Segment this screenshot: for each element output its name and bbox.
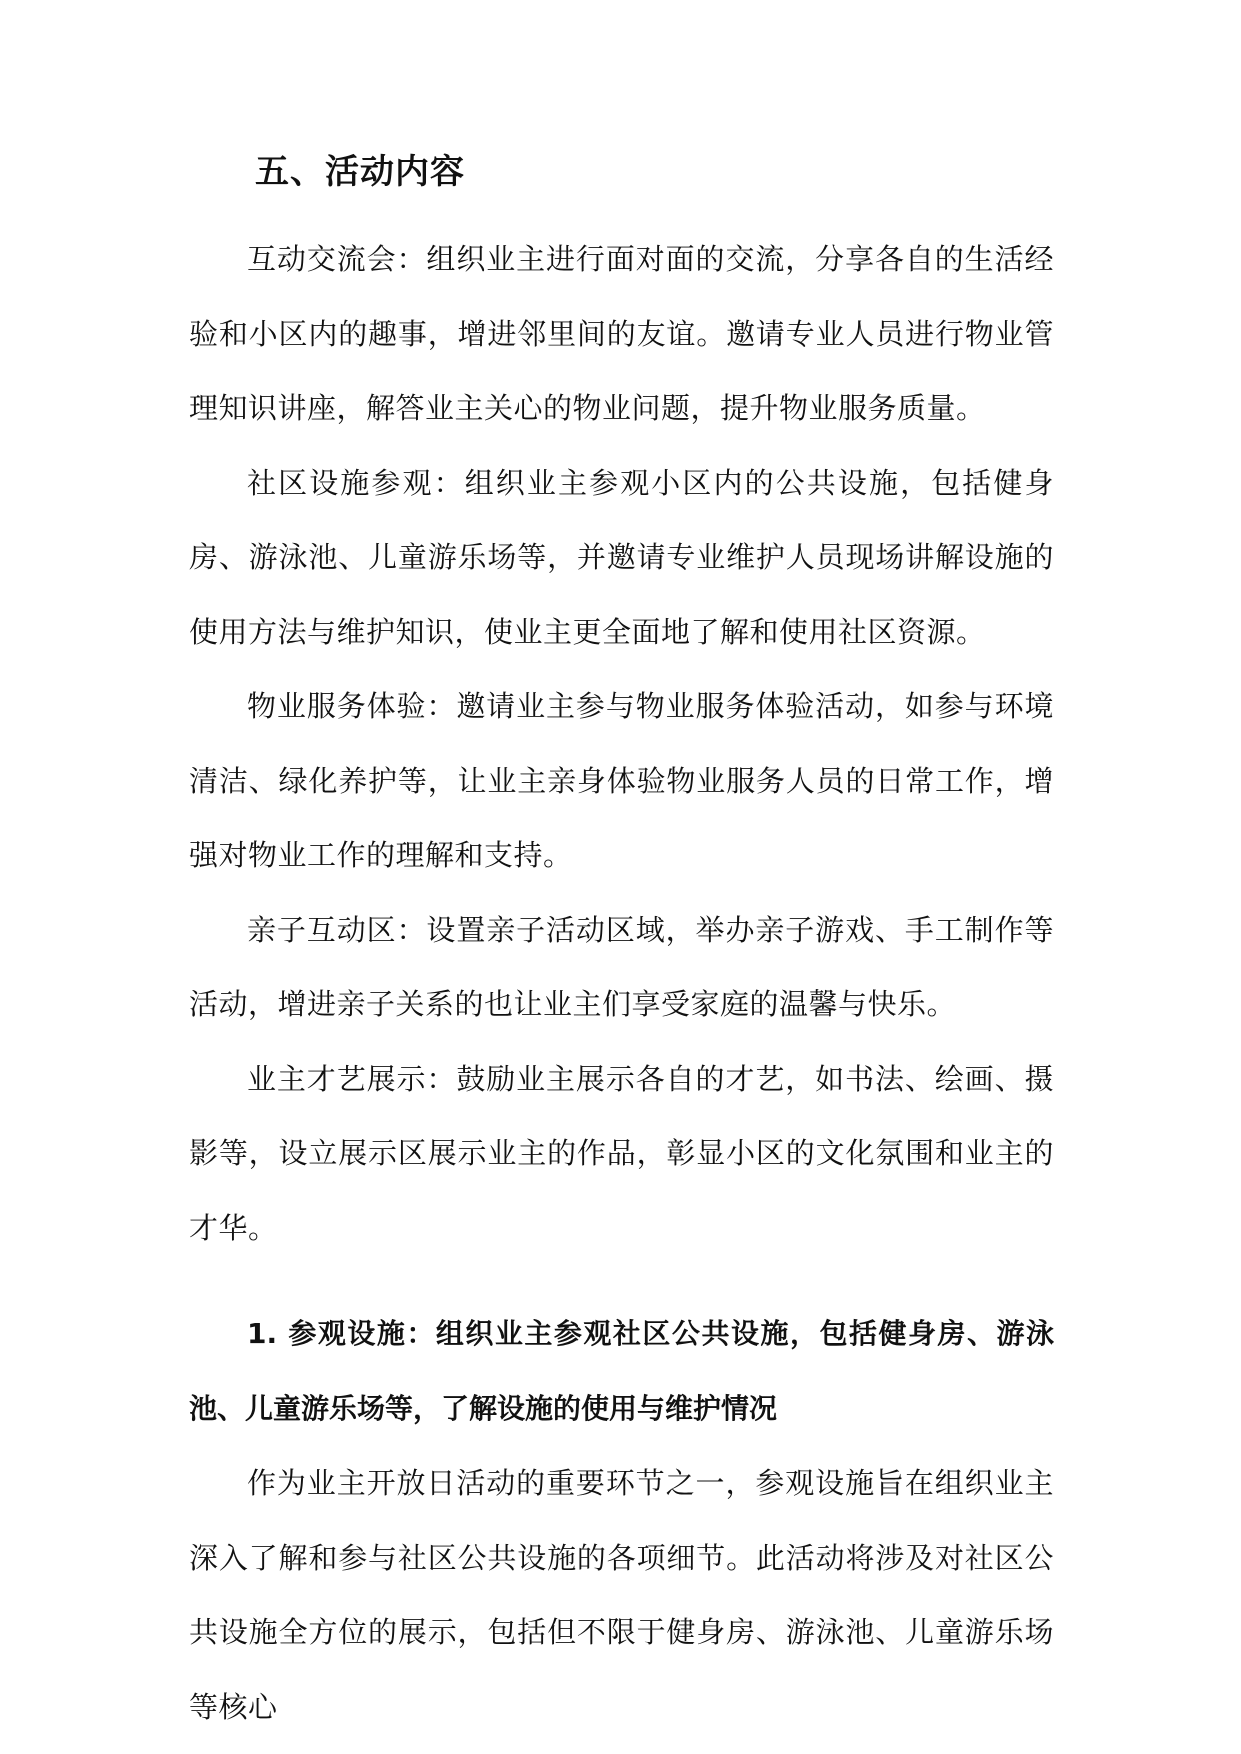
paragraph-interaction-meeting: 互动交流会：组织业主进行面对面的交流，分享各自的生活经验和小区内的趣事，增进邻里间的友谊。邀请专业人员进行物业管理知识讲座，解答业主关心的物业问题，提升物业服务质量。 (189, 242, 1054, 425)
paragraph-parent-child-zone: 亲子互动区：设置亲子活动区域，举办亲子游戏、手工制作等活动，增进亲子关系的也让业主们享受家庭的温馨与快乐。 (189, 912, 1054, 1021)
section-heading: 五、活动内容 (255, 152, 465, 192)
subheading-visit-facilities: 1. 参观设施：组织业主参观社区公共设施，包括健身房、游泳池、儿童游乐场等，了解设施的使用与维护情况 (189, 1317, 1054, 1425)
paragraph-service-experience: 物业服务体验：邀请业主参与物业服务体验活动，如参与环境清洁、绿化养护等，让业主亲身体验物业服务人员的日常工作，增强对物业工作的理解和支持。 (189, 689, 1054, 872)
paragraph-talent-show: 业主才艺展示：鼓励业主展示各自的才艺，如书法、绘画、摄影等，设立展示区展示业主的作品，彰显小区的文化氛围和业主的才华。 (189, 1061, 1054, 1245)
paragraph-facility-visit: 社区设施参观：组织业主参观小区内的公共设施，包括健身房、游泳池、儿童游乐场等，并邀请专业维护人员现场讲解设施的使用方法与维护知识，使业主更全面地了解和使用社区资源。 (189, 465, 1054, 649)
document-body (189, 222, 1054, 1744)
paragraph-visit-facilities-detail: 作为业主开放日活动的重要环节之一，参观设施旨在组织业主深入了解和参与社区公共设施的各项细节。此活动将涉及对社区公共设施全方位的展示，包括但不限于健身房、游泳池、儿童游乐场等核心 (189, 1466, 1054, 1724)
